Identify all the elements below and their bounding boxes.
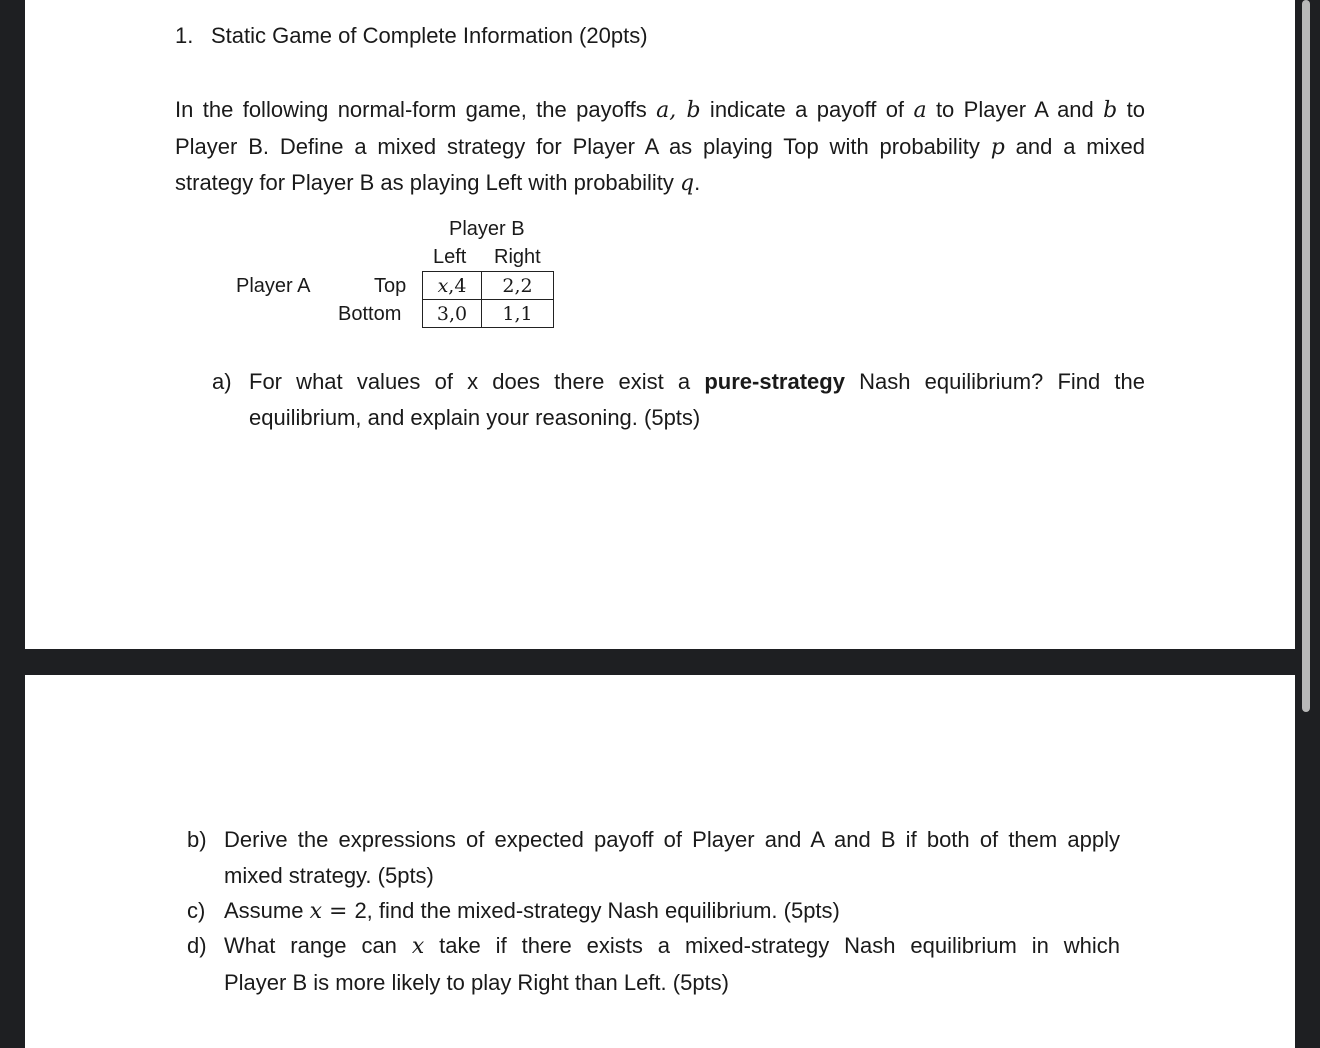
question-body — [224, 822, 1120, 893]
question-body — [224, 928, 1120, 1000]
table-row — [423, 300, 554, 328]
math-x: x — [309, 899, 323, 924]
math-p: p — [990, 134, 1005, 160]
question-line — [224, 928, 1120, 965]
math-a-b: a, b — [656, 98, 701, 123]
question-line: mixed strategy. (5pts) — [224, 862, 434, 888]
row-bottom-label: Bottom — [338, 303, 402, 325]
cell-bottom-right: 1,1 — [482, 300, 554, 328]
question-marker: c) — [187, 898, 206, 923]
question-line: equilibrium, and explain your reasoning. (5pts) — [249, 404, 701, 430]
math-equals: = — [322, 899, 355, 924]
scrollbar-thumb[interactable] — [1302, 0, 1310, 712]
intro-text: In the following normal-form game, the payoffs — [175, 97, 657, 122]
cell-top-left — [423, 272, 482, 300]
question-text: Nash equilibrium? Find the — [844, 369, 1145, 394]
question-marker: b) — [187, 827, 207, 852]
question-c — [187, 893, 1120, 930]
intro-line-2 — [175, 129, 1145, 166]
bold-term: pure-strategy — [704, 369, 845, 394]
question-text: For what values of x does there exist a — [249, 369, 705, 394]
row-top-label: Top — [374, 275, 407, 297]
cell-top-right: 2,2 — [482, 272, 554, 300]
table-row — [423, 272, 554, 300]
section-title: Static Game of Complete Information (20pts) — [211, 23, 648, 48]
question-line — [224, 893, 1120, 930]
question-text: 2, find the mixed-strategy Nash equilibrium. (5pts) — [354, 898, 840, 923]
intro-text: . — [694, 170, 701, 195]
cell-bottom-left: 3,0 — [423, 300, 482, 328]
column-player-label: Player B — [449, 218, 525, 240]
math-q: q — [680, 171, 695, 196]
intro-text: Player B. Define a mixed strategy for Player A as playing Top with probability — [175, 133, 991, 159]
intro-paragraph — [175, 92, 1145, 202]
math-a: a — [913, 98, 927, 123]
section-heading — [175, 23, 648, 49]
intro-text: indicate a payoff of — [700, 97, 914, 122]
question-text: take if there exists a mixed-strategy Nash equilibrium in which — [424, 933, 1120, 958]
intro-text: to — [1117, 97, 1145, 122]
question-d — [187, 928, 1120, 1000]
question-marker: a) — [212, 369, 232, 394]
question-a — [212, 364, 1145, 435]
cell-value: ,4 — [448, 274, 467, 297]
column-right-label: Right — [494, 246, 541, 268]
math-x: x — [411, 934, 425, 959]
intro-line-3 — [175, 165, 1145, 202]
question-text: What range can — [224, 933, 412, 958]
intro-text: to Player A and — [926, 97, 1104, 122]
question-body — [224, 893, 1120, 930]
question-line — [249, 364, 1145, 400]
intro-text: and a mixed — [1004, 133, 1145, 159]
question-text: Assume — [224, 898, 310, 923]
question-marker: d) — [187, 933, 207, 958]
row-player-label: Player A — [236, 275, 311, 297]
intro-text: strategy for Player B as playing Left with probability — [175, 170, 681, 195]
question-line: Player B is more likely to play Right than Left. (5pts) — [224, 969, 729, 995]
column-left-label: Left — [433, 246, 467, 268]
question-body — [249, 364, 1145, 435]
math-b: b — [1103, 98, 1118, 123]
section-number: 1. — [175, 23, 194, 48]
payoff-table — [422, 271, 554, 328]
intro-line-1 — [175, 92, 1145, 129]
document-page-1 — [25, 0, 1295, 649]
question-b — [187, 822, 1120, 893]
question-line: Derive the expressions of expected payoff of Player and A and B if both of them apply — [224, 827, 1120, 852]
math-x: x — [437, 274, 449, 297]
